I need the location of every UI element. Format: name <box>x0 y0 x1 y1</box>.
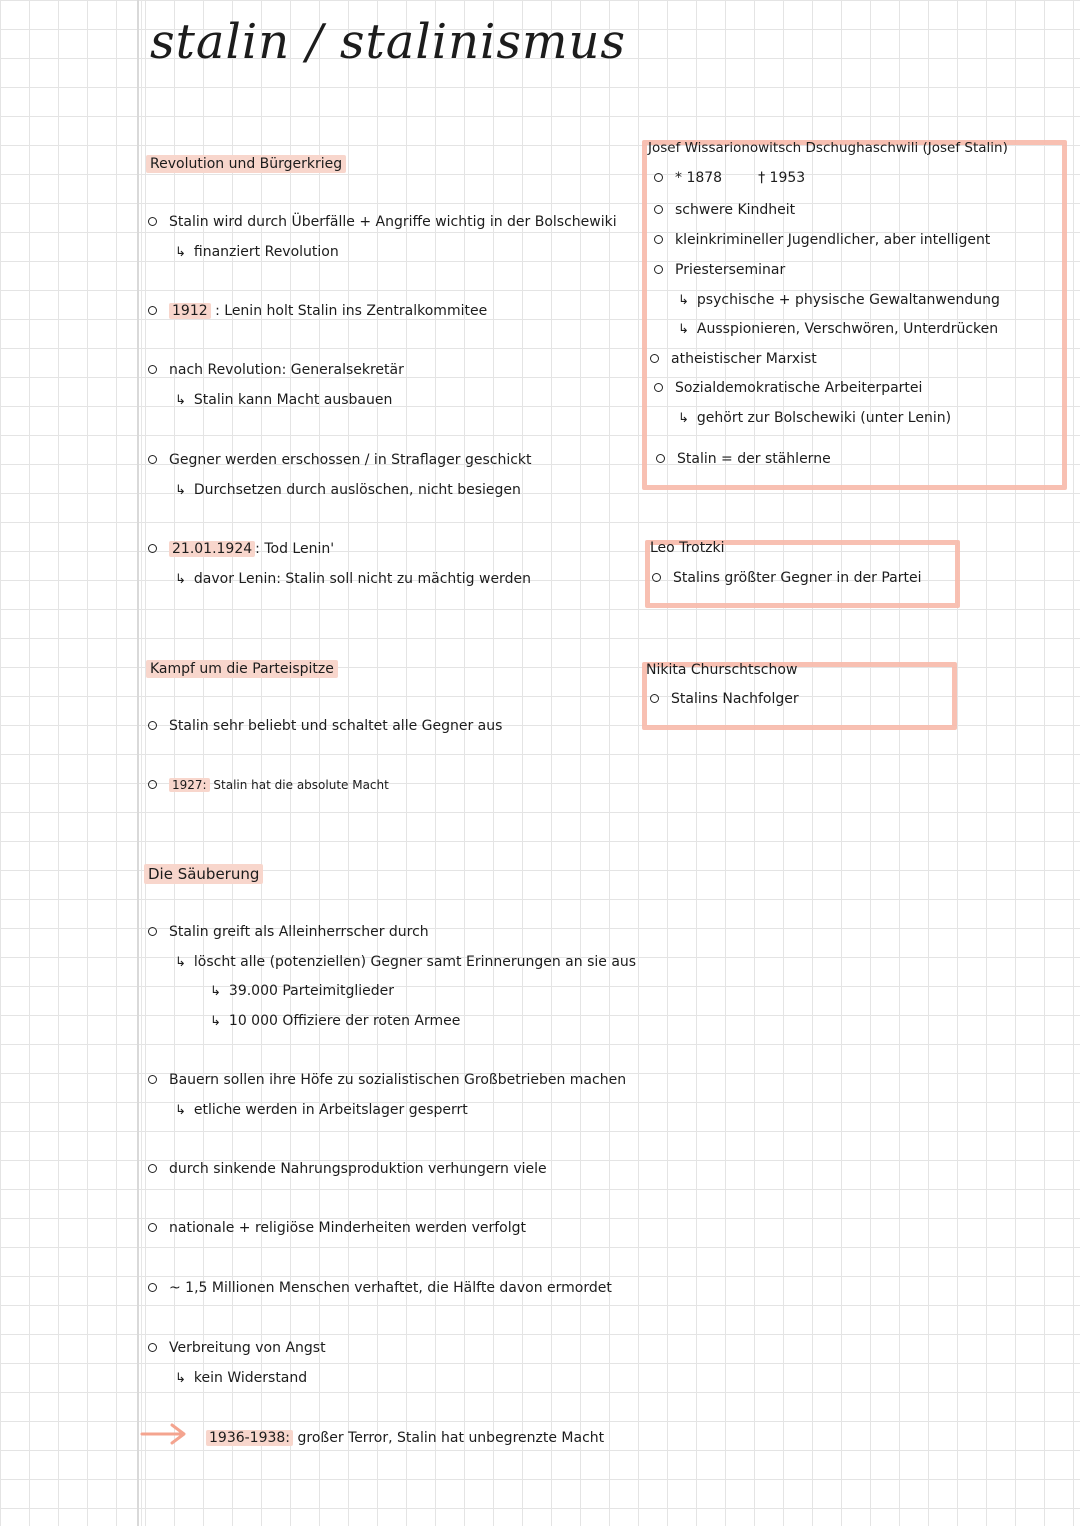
bullet-icon <box>148 1343 157 1352</box>
list-subitem: ↳ Stalin kann Macht ausbauen <box>175 392 393 408</box>
list-subitem: ↳ 39.000 Parteimitglieder <box>210 983 395 999</box>
section-heading-saeuberung: Die Säuberung <box>144 864 263 884</box>
bullet-icon <box>652 573 661 582</box>
list-item: schwere Kindheit <box>654 202 795 218</box>
margin-line <box>137 0 139 1526</box>
list-item: Priesterseminar <box>654 262 785 278</box>
bullet-icon <box>654 265 663 274</box>
list-subitem: ↳ Ausspionieren, Verschwören, Unterdrücken <box>678 321 999 337</box>
list-item: Stalin sehr beliebt und schaltet alle Gegner aus <box>148 718 502 734</box>
bullet-icon <box>148 544 157 553</box>
box-heading-chruschtschow: Nikita Churschtschow <box>646 662 798 678</box>
list-item: nach Revolution: Generalsekretär <box>148 362 404 378</box>
date-highlight: 1912 <box>169 303 211 319</box>
sub-arrow-icon: ↳ <box>678 322 689 337</box>
list-item: Stalins größter Gegner in der Partei <box>652 570 921 586</box>
bullet-icon <box>148 721 157 730</box>
sub-arrow-icon: ↳ <box>678 411 689 426</box>
arrow-right-icon <box>140 1422 188 1446</box>
sub-arrow-icon: ↳ <box>175 483 186 498</box>
list-item: ~ 1,5 Millionen Menschen verhaftet, die Hälfte davon ermordet <box>148 1280 612 1296</box>
bullet-icon <box>148 927 157 936</box>
bullet-icon <box>148 1283 157 1292</box>
list-item: Stalin = der stählerne <box>656 451 831 467</box>
list-subitem: ↳ kein Widerstand <box>175 1370 308 1386</box>
section-heading-kampf: Kampf um die Parteispitze <box>146 660 338 678</box>
list-item: nationale + religiöse Minderheiten werden verfolgt <box>148 1220 526 1236</box>
date-highlight: 1936-1938: <box>206 1430 293 1446</box>
sub-arrow-icon: ↳ <box>175 393 186 408</box>
sub-arrow-icon: ↳ <box>678 293 689 308</box>
sub-arrow-icon: ↳ <box>210 984 221 999</box>
bullet-icon <box>654 173 663 182</box>
bullet-icon <box>148 1075 157 1084</box>
list-item: Verbreitung von Angst <box>148 1340 326 1356</box>
bullet-icon <box>650 694 659 703</box>
sub-arrow-icon: ↳ <box>210 1014 221 1029</box>
sub-arrow-icon: ↳ <box>175 245 186 260</box>
list-item: 21.01.1924 : Tod Lenin' <box>148 541 334 557</box>
sub-arrow-icon: ↳ <box>175 955 186 970</box>
list-subitem: ↳ löscht alle (potenziellen) Gegner samt Erinnerungen an sie aus <box>175 954 637 970</box>
list-item: 1912 : Lenin holt Stalin ins Zentralkommitee <box>148 303 487 319</box>
bullet-icon <box>148 306 157 315</box>
sub-arrow-icon: ↳ <box>175 572 186 587</box>
list-subitem: ↳ etliche werden in Arbeitslager gesperrt <box>175 1102 468 1118</box>
bullet-icon <box>148 217 157 226</box>
bullet-icon <box>650 354 659 363</box>
list-subitem: ↳ 10 000 Offiziere der roten Armee <box>210 1013 461 1029</box>
sub-arrow-icon: ↳ <box>175 1371 186 1386</box>
bullet-icon <box>654 383 663 392</box>
list-item: 1927: Stalin hat die absolute Macht <box>148 777 389 793</box>
box-heading-stalin: Josef Wissarionowitsch Dschughaschwili (Josef Stalin) <box>648 140 1008 156</box>
list-subitem: ↳ gehört zur Bolschewiki (unter Lenin) <box>678 410 952 426</box>
section-heading-revolution: Revolution und Bürgerkrieg <box>146 155 346 173</box>
bullet-icon <box>148 365 157 374</box>
list-item: atheistischer Marxist <box>650 351 817 367</box>
conclusion: 1936-1938: großer Terror, Stalin hat unbegrenzte Macht <box>206 1430 604 1446</box>
life-dates: * 1878 † 1953 <box>654 170 805 186</box>
list-item: Stalin wird durch Überfälle + Angriffe wichtig in der Bolschewiki <box>148 214 617 230</box>
page-title: stalin / stalinismus <box>150 14 627 70</box>
list-item: Stalin greift als Alleinherrscher durch <box>148 924 429 940</box>
list-subitem: ↳ finanziert Revolution <box>175 244 339 260</box>
sub-arrow-icon: ↳ <box>175 1103 186 1118</box>
list-item: Gegner werden erschossen / in Straflager geschickt <box>148 452 532 468</box>
bullet-icon <box>148 1164 157 1173</box>
bullet-icon <box>148 455 157 464</box>
date-highlight: 21.01.1924 <box>169 541 255 557</box>
list-subitem: ↳ Durchsetzen durch auslöschen, nicht besiegen <box>175 482 521 498</box>
list-subitem: ↳ davor Lenin: Stalin soll nicht zu mächtig werden <box>175 571 531 587</box>
margin-line-secondary <box>141 0 142 1526</box>
date-highlight: 1927: <box>169 778 210 792</box>
list-item: Bauern sollen ihre Höfe zu sozialistischen Großbetrieben machen <box>148 1072 626 1088</box>
stalin-info-box <box>642 140 1067 490</box>
bullet-icon <box>654 205 663 214</box>
bullet-icon <box>656 454 665 463</box>
bullet-icon <box>148 1223 157 1232</box>
list-item: Sozialdemokratische Arbeiterpartei <box>654 380 922 396</box>
bullet-icon <box>148 780 157 789</box>
list-subitem: ↳ psychische + physische Gewaltanwendung <box>678 292 1000 308</box>
box-heading-trotzki: Leo Trotzki <box>650 540 725 556</box>
bullet-icon <box>654 235 663 244</box>
list-item: durch sinkende Nahrungsproduktion verhungern viele <box>148 1161 547 1177</box>
list-item: kleinkrimineller Jugendlicher, aber intelligent <box>654 232 990 248</box>
list-item: Stalins Nachfolger <box>650 691 799 707</box>
